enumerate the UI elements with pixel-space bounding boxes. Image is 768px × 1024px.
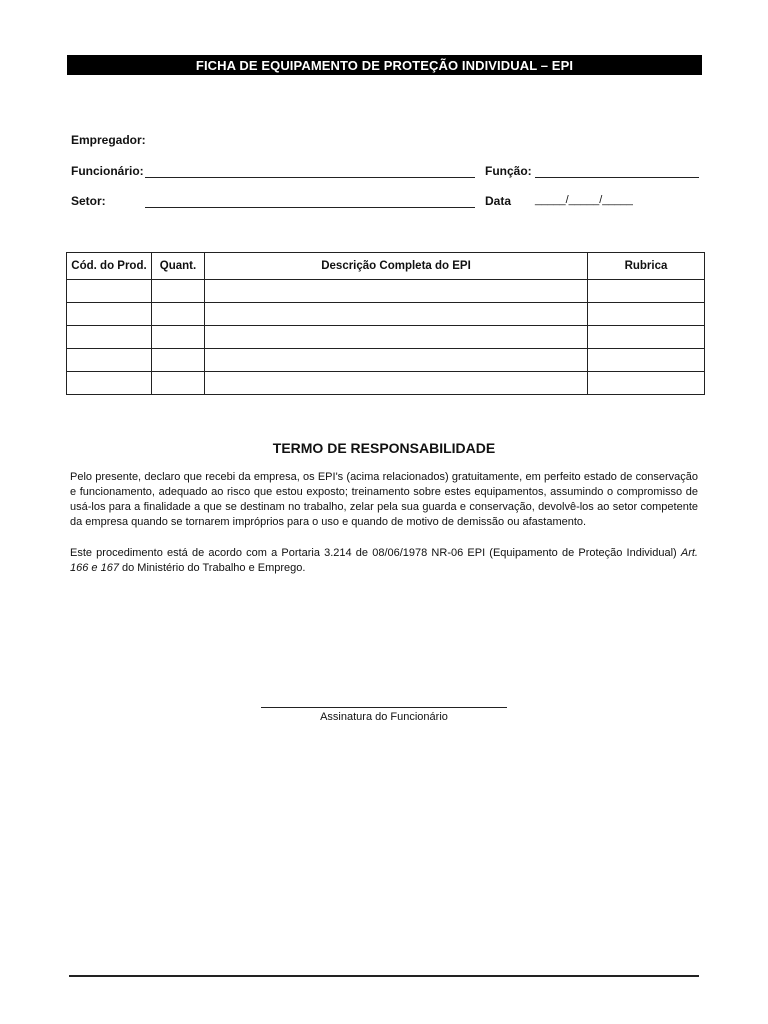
signature-label: Assinatura do Funcionário (320, 711, 448, 723)
funcao-label: Função: (485, 164, 532, 178)
setor-label: Setor: (71, 194, 106, 208)
cell-rubrica[interactable] (588, 326, 705, 349)
termo-title: TERMO DE RESPONSABILIDADE (272, 440, 496, 456)
cell-rubrica[interactable] (588, 349, 705, 372)
epi-table-container (66, 252, 704, 395)
cell-quant[interactable] (152, 372, 205, 395)
date-blank[interactable]: _____/_____/_____ (535, 194, 633, 206)
epi-table (66, 252, 705, 395)
funcao-line[interactable] (535, 177, 699, 178)
cell-descricao[interactable] (205, 280, 588, 303)
cell-quant[interactable] (152, 280, 205, 303)
funcionario-label: Funcionário: (71, 164, 144, 178)
table-row (67, 349, 705, 372)
cell-cod[interactable] (67, 372, 152, 395)
cell-descricao[interactable] (205, 303, 588, 326)
document-title: FICHA DE EQUIPAMENTO DE PROTEÇÃO INDIVIDUAL – EPI (67, 55, 702, 75)
table-row (67, 303, 705, 326)
table-row (67, 372, 705, 395)
cell-descricao[interactable] (205, 349, 588, 372)
cell-cod[interactable] (67, 349, 152, 372)
cell-descricao[interactable] (205, 326, 588, 349)
paragraph-2-start: Este procedimento está de acordo com a Portaria 3.214 de 08/06/1978 NR-06 EPI (Equipamento de Proteção Individual) (70, 547, 681, 559)
cell-descricao[interactable] (205, 372, 588, 395)
paragraph-2-end: do Ministério do Trabalho e Emprego. (118, 562, 306, 574)
header-rubrica: Rubrica (588, 253, 705, 280)
footer-divider (69, 975, 699, 977)
header-cod-prod: Cód. do Prod. (67, 253, 152, 280)
header-quant: Quant. (152, 253, 205, 280)
setor-line[interactable] (145, 207, 475, 208)
cell-cod[interactable] (67, 280, 152, 303)
table-row (67, 280, 705, 303)
empregador-label: Empregador: (71, 133, 146, 147)
cell-rubrica[interactable] (588, 303, 705, 326)
data-label: Data (485, 194, 512, 208)
cell-cod[interactable] (67, 303, 152, 326)
termo-paragraph-2 (70, 546, 698, 576)
table-row (67, 326, 705, 349)
paragraph-2-article-ref: Art. 166 e 167 (70, 547, 698, 574)
cell-quant[interactable] (152, 349, 205, 372)
signature-line[interactable] (261, 707, 507, 708)
cell-rubrica[interactable] (588, 280, 705, 303)
cell-quant[interactable] (152, 303, 205, 326)
table-header-row (67, 253, 705, 280)
termo-paragraph-1: Pelo presente, declaro que recebi da empresa, os EPI's (acima relacionados) gratuitamente, em perfeito estado de conservação e funcionamento, adequado ao risco que estou exposto; treinamento sobre estes equipamentos, assumindo o compromisso de usá-los para a finalidade a que se destinam no trabalho, zelar pela sua guarda e conservação, devolvê-los ao setor competente da empresa quando se tornarem impróprios para o uso e quando de motivo de demissão ou afastamento. (70, 471, 698, 528)
cell-quant[interactable] (152, 326, 205, 349)
funcionario-line[interactable] (145, 177, 475, 178)
cell-cod[interactable] (67, 326, 152, 349)
cell-rubrica[interactable] (588, 372, 705, 395)
header-descricao: Descrição Completa do EPI (205, 253, 588, 280)
